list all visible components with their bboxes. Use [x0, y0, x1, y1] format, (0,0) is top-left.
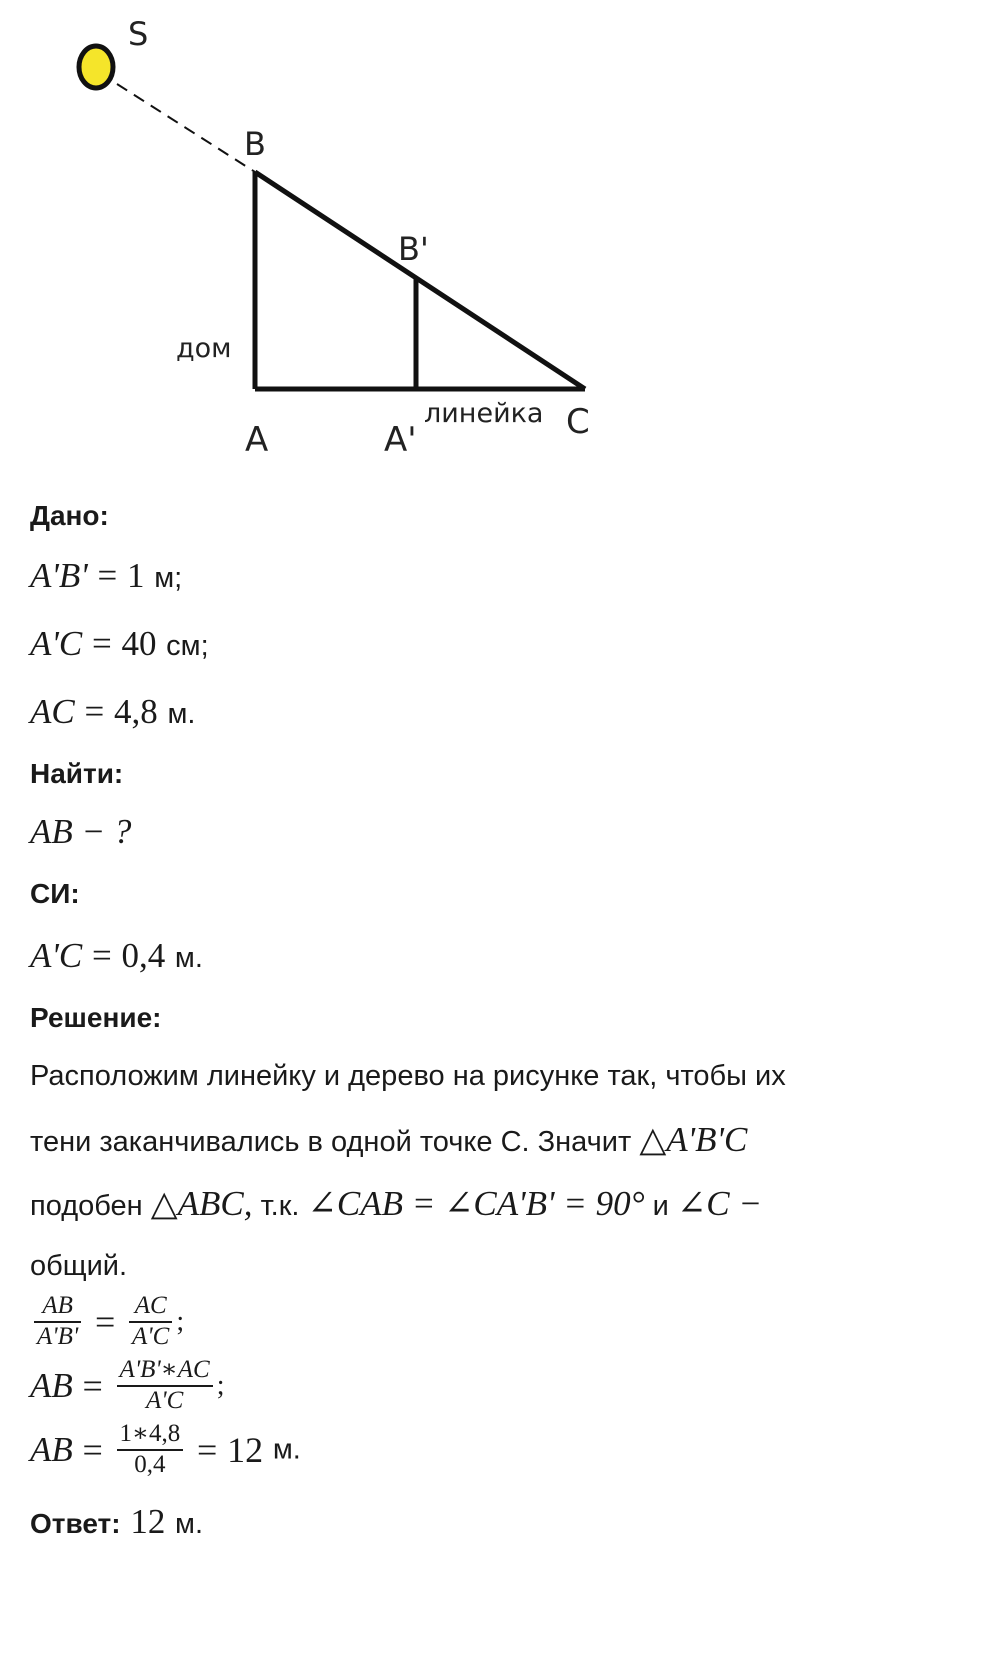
triangle-abc: △ABC,	[150, 1184, 253, 1223]
find-line	[30, 812, 131, 852]
label-s: S	[128, 15, 149, 53]
equation-3	[30, 1420, 301, 1480]
solution-text-4: т.к.	[260, 1190, 300, 1222]
label-b: B	[244, 125, 266, 163]
given-2-lhs: A'C	[30, 624, 83, 663]
given-1-lhs: A'B'	[30, 556, 88, 595]
solution-text-2: тени заканчивались в одной точке С. Значит	[30, 1126, 632, 1158]
equation-2-end: ;	[216, 1369, 225, 1401]
frac-4-den: 0,4	[134, 1450, 166, 1478]
fraction-ac-over-a-prime-c	[129, 1292, 172, 1352]
equation-2	[30, 1356, 225, 1416]
find-expr: AB − ?	[30, 812, 132, 851]
sun-ray-dashed	[117, 84, 255, 172]
si-unit: м.	[174, 942, 203, 974]
label-b-prime: B'	[398, 230, 429, 268]
fraction-product-over-a-prime-c	[117, 1356, 213, 1416]
equation-3-eq2: =	[197, 1429, 218, 1470]
label-a: A	[245, 420, 269, 460]
angles-equality: ∠CAB = ∠CA'B' = 90°	[307, 1184, 645, 1223]
given-2-val: 40	[121, 624, 157, 663]
angle-c: ∠C −	[676, 1184, 762, 1223]
solution-heading: Решение:	[30, 1002, 162, 1033]
answer-line	[30, 1502, 203, 1542]
given-line-1	[30, 556, 182, 596]
label-c: C	[566, 402, 590, 442]
solution-text-1: Расположим линейку и дерево на рисунке так, чтобы их	[30, 1060, 786, 1092]
equation-3-lhs: AB	[30, 1429, 73, 1469]
frac-1-num: AB	[34, 1292, 81, 1323]
solution-text-line-3	[30, 1172, 762, 1238]
equation-2-lhs: AB	[30, 1365, 73, 1405]
given-line-2	[30, 624, 209, 664]
solution-text-5: и	[652, 1190, 669, 1222]
answer-unit: м.	[175, 1508, 204, 1540]
frac-2-num: AC	[129, 1292, 172, 1323]
si-val: 0,4	[121, 936, 166, 975]
solution-text-6: общий.	[30, 1250, 128, 1282]
given-3-lhs: AC	[30, 692, 75, 731]
label-house: дом	[176, 333, 232, 364]
given-1-unit: м;	[154, 562, 183, 594]
frac-3-num: A'B'∗AC	[117, 1356, 213, 1387]
geometry-figure	[0, 0, 988, 500]
frac-4-num: 1∗4,8	[117, 1420, 184, 1451]
given-1-val: 1	[126, 556, 145, 595]
si-eq: =	[91, 936, 112, 975]
find-heading: Найти:	[30, 758, 124, 789]
equation-1-eq: =	[94, 1301, 116, 1342]
frac-3-den: A'C	[145, 1386, 184, 1414]
label-ruler: линейка	[424, 398, 544, 429]
solution-text-line-1	[30, 1044, 786, 1108]
equation-3-unit: м.	[272, 1433, 301, 1466]
frac-2-den: A'C	[132, 1322, 170, 1350]
hypotenuse-bc	[255, 172, 585, 389]
equation-3-eq: =	[82, 1429, 103, 1470]
figure-canvas	[0, 0, 988, 500]
solution-text-3: подобен	[30, 1190, 143, 1222]
given-line-3	[30, 692, 195, 732]
equation-1	[30, 1292, 184, 1352]
sun-icon	[79, 46, 113, 88]
fraction-ab-over-a-prime-b-prime	[34, 1292, 81, 1352]
equation-1-end: ;	[176, 1305, 185, 1337]
answer-label: Ответ:	[30, 1508, 121, 1539]
si-line	[30, 936, 203, 976]
equation-2-eq: =	[82, 1365, 103, 1406]
given-3-unit: м.	[167, 698, 196, 730]
answer-val: 12	[130, 1502, 166, 1541]
given-1-eq: =	[97, 556, 118, 595]
equation-3-val: 12	[227, 1429, 264, 1470]
triangle-a-prime-b-prime-c: △A'B'C	[639, 1120, 748, 1159]
solution-text-line-4	[30, 1234, 127, 1298]
si-heading: СИ:	[30, 878, 80, 909]
given-2-eq: =	[91, 624, 112, 663]
given-3-eq: =	[84, 692, 105, 731]
si-lhs: A'C	[30, 936, 83, 975]
solution-text-line-2	[30, 1108, 747, 1174]
given-2-unit: см;	[166, 630, 209, 662]
label-a-prime: A'	[384, 420, 417, 460]
frac-1-den: A'B'	[37, 1322, 79, 1350]
given-3-val: 4,8	[113, 692, 158, 731]
fraction-numeric	[117, 1420, 184, 1480]
given-heading: Дано:	[30, 500, 109, 531]
